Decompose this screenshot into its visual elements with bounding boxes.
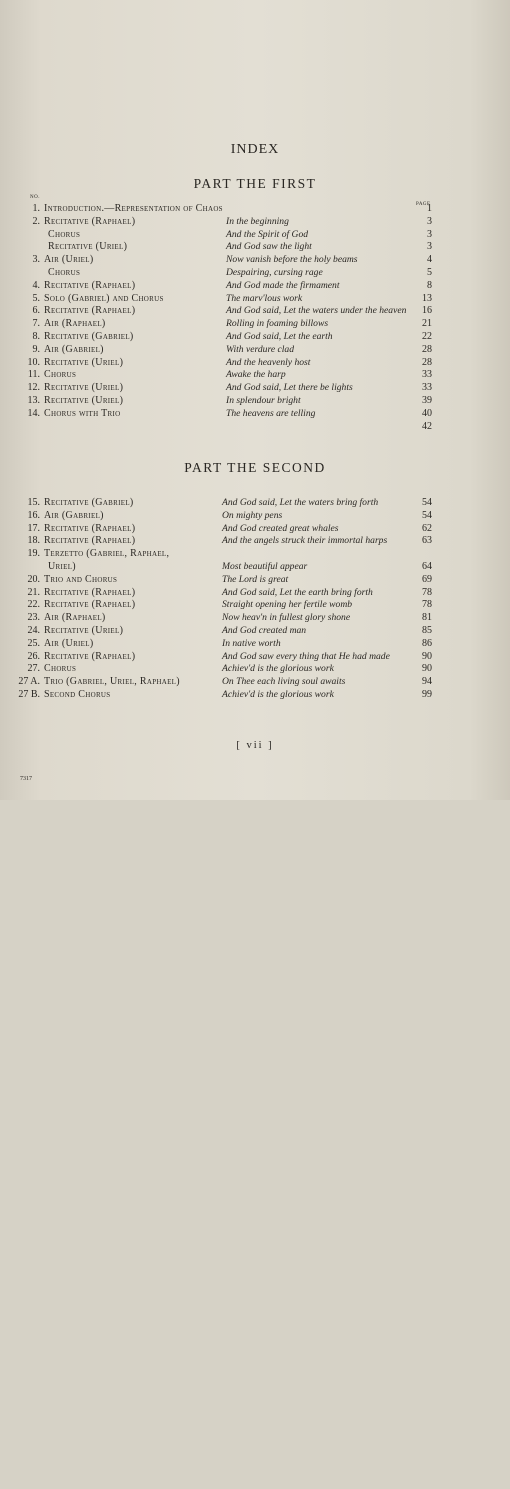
entry-first-line: And God saw the light [226, 241, 312, 253]
entry-number: 24. [27, 624, 40, 636]
entry-label: Uriel) [48, 560, 76, 572]
entry-number: 7. [32, 318, 40, 330]
entry-label: Recitative (Gabriel) [44, 497, 134, 508]
list-item [0, 395, 510, 408]
number-column-header: NO. [30, 195, 40, 200]
entry-number: 11. [27, 369, 40, 381]
entry-label: Recitative (Raphael) [44, 522, 136, 534]
entry-first-line: Despairing, cursing rage [226, 266, 323, 278]
print-code: 7317 [20, 776, 32, 782]
entry-number: 1. [32, 203, 40, 214]
list-item [0, 561, 510, 574]
part-one-list [0, 203, 510, 433]
entry-number: 12. [27, 382, 40, 394]
entry-page: 33 [422, 369, 432, 381]
entry-page: 54 [422, 509, 432, 521]
entry-label: Recitative (Uriel) [48, 241, 128, 253]
entry-page: 13 [422, 292, 432, 304]
entry-page: 54 [422, 497, 432, 508]
entry-page: 90 [422, 650, 432, 662]
entry-label: Recitative (Raphael) [44, 650, 136, 662]
entry-label: Introduction.—Representation of Chaos [44, 203, 223, 214]
entry-first-line: Awake the harp [226, 369, 286, 381]
entry-label: Air (Uriel) [44, 254, 94, 266]
entry-label: Recitative (Raphael) [44, 535, 136, 547]
entry-first-line: Rolling in foaming billows [226, 318, 329, 330]
entry-number: 3. [32, 254, 40, 266]
list-item [0, 254, 510, 267]
entry-page: 1 [427, 203, 432, 214]
list-item [0, 497, 510, 510]
entry-number: 10. [27, 356, 40, 368]
entry-label: Recitative (Raphael) [44, 215, 136, 227]
entry-first-line: And God said, Let the earth bring forth [222, 586, 373, 598]
entry-number: 25. [27, 637, 40, 649]
entry-page: 22 [422, 330, 432, 342]
list-item [0, 331, 510, 344]
list-item [0, 229, 510, 242]
entry-label: Recitative (Uriel) [44, 394, 124, 406]
part-two-heading: PART THE SECOND [184, 460, 326, 475]
page-title: INDEX [230, 142, 280, 157]
entry-page: 4 [427, 254, 432, 266]
entry-label: Chorus [44, 369, 77, 381]
entry-number: 5. [32, 292, 40, 304]
entry-first-line: On Thee each living soul awaits [222, 676, 346, 688]
entry-page: 33 [422, 382, 432, 394]
list-item [0, 689, 510, 702]
entry-first-line: On mighty pens [222, 509, 283, 521]
entry-label: Chorus [44, 663, 77, 675]
entry-first-line: And God said, Let there be lights [226, 382, 353, 394]
entry-page: 78 [422, 586, 432, 598]
entry-page: 21 [422, 318, 432, 330]
entry-first-line: Now heav'n in fullest glory shone [222, 612, 351, 624]
entry-label: Recitative (Uriel) [44, 624, 124, 636]
entry-first-line: And God said, Let the earth [226, 330, 333, 342]
entry-first-line: The marv'lous work [226, 292, 303, 304]
list-item [0, 357, 510, 370]
entry-first-line: And God saw every thing that He had made [222, 650, 390, 662]
entry-page: 69 [422, 573, 432, 585]
list-item [0, 382, 510, 395]
entry-label: Chorus with Trio [44, 407, 121, 419]
entry-first-line: Straight opening her fertile womb [222, 599, 353, 611]
entry-label: Recitative (Raphael) [44, 305, 136, 317]
list-item [0, 510, 510, 523]
entry-first-line: And the Spirit of God [226, 228, 309, 240]
entry-page: 28 [422, 356, 432, 368]
list-item [0, 280, 510, 293]
entry-first-line: And God created great whales [222, 522, 339, 534]
list-item [0, 318, 510, 331]
entry-number: 17. [27, 522, 40, 534]
list-item [0, 523, 510, 536]
entry-page: 85 [422, 624, 432, 636]
entry-page: 62 [422, 522, 432, 534]
entry-number: 6. [32, 305, 40, 317]
list-item [0, 369, 510, 382]
entry-label: Chorus [48, 266, 81, 278]
entry-number: 4. [32, 279, 40, 291]
entry-first-line: Achiev'd is the glorious work [222, 688, 334, 700]
entry-number: 20. [27, 573, 40, 585]
list-item [0, 305, 510, 318]
entry-first-line: And God made the firmament [226, 279, 340, 291]
entry-first-line: In native worth [222, 637, 281, 649]
entry-page: 5 [427, 266, 432, 278]
list-item [0, 587, 510, 600]
entry-number: 18. [27, 535, 40, 547]
entry-page: 86 [422, 637, 432, 649]
entry-number: 27 A. [18, 676, 40, 688]
list-item [0, 535, 510, 548]
entry-first-line: And God created man [222, 624, 307, 636]
entry-first-line: The Lord is great [222, 573, 289, 585]
entry-page: 81 [422, 612, 432, 624]
entry-page: 99 [422, 688, 432, 700]
entry-label: Recitative (Raphael) [44, 279, 136, 291]
entry-first-line: And God said, Let the waters under the heaven [226, 305, 407, 317]
entry-number: 14. [27, 407, 40, 419]
entry-label: Terzetto (Gabriel, Raphael, [44, 548, 170, 560]
entry-page: 94 [422, 676, 432, 688]
part-two-list [0, 497, 510, 702]
entry-first-line: With verdure clad [226, 343, 295, 355]
entry-first-line: Now vanish before the holy beams [226, 254, 358, 266]
entry-number: 27. [27, 663, 40, 675]
list-item [0, 203, 510, 216]
entry-first-line: In the beginning [226, 215, 289, 227]
list-item [0, 408, 510, 421]
entry-first-line: Most beautiful appear [222, 560, 308, 572]
entry-first-line: The heavens are telling [226, 407, 316, 419]
page-number: [ vii ] [236, 740, 274, 751]
entry-page: 28 [422, 343, 432, 355]
list-item [0, 625, 510, 638]
entry-page: 42 [422, 420, 432, 432]
list-item [0, 344, 510, 357]
list-item [0, 676, 510, 689]
entry-label: Air (Gabriel) [44, 509, 104, 521]
entry-label: Trio and Chorus [44, 573, 118, 585]
entry-label: Second Chorus [44, 688, 111, 700]
list-item [0, 651, 510, 664]
entry-page: 3 [427, 215, 432, 227]
entry-page: 8 [427, 279, 432, 291]
list-item [0, 663, 510, 676]
list-item [0, 638, 510, 651]
entry-label: Solo (Gabriel) and Chorus [44, 292, 164, 304]
entry-number: 22. [27, 599, 40, 611]
entry-page: 40 [422, 407, 432, 419]
entry-page: 39 [422, 394, 432, 406]
entry-first-line: Achiev'd is the glorious work [222, 663, 334, 675]
entry-number: 15. [27, 497, 40, 508]
entry-label: Air (Raphael) [44, 612, 106, 624]
list-item [0, 548, 510, 561]
list-item [0, 267, 510, 280]
entry-first-line: And the angels struck their immortal harps [222, 535, 388, 547]
entry-number: 26. [27, 650, 40, 662]
entry-number: 27 B. [18, 688, 40, 700]
entry-number: 16. [27, 509, 40, 521]
entry-label: Recitative (Gabriel) [44, 330, 134, 342]
entry-page: 90 [422, 663, 432, 675]
entry-number: 23. [27, 612, 40, 624]
entry-page: 3 [427, 241, 432, 253]
entry-page: 64 [422, 560, 432, 572]
entry-number: 21. [27, 586, 40, 598]
entry-label: Recitative (Raphael) [44, 599, 136, 611]
entry-label: Air (Raphael) [44, 318, 106, 330]
entry-page: 16 [422, 305, 432, 317]
list-item [0, 216, 510, 229]
entry-number: 8. [32, 330, 40, 342]
entry-number: 13. [27, 394, 40, 406]
entry-label: Recitative (Raphael) [44, 586, 136, 598]
list-item [0, 599, 510, 612]
entry-number: 2. [32, 215, 40, 227]
entry-label: Air (Uriel) [44, 637, 94, 649]
entry-page: 3 [427, 228, 432, 240]
entry-first-line: In splendour bright [226, 394, 301, 406]
list-item [0, 612, 510, 625]
entry-label: Trio (Gabriel, Uriel, Raphael) [44, 676, 180, 688]
entry-number: 9. [32, 343, 40, 355]
entry-label: Air (Gabriel) [44, 343, 104, 355]
list-item [0, 241, 510, 254]
entry-page: 78 [422, 599, 432, 611]
entry-label: Recitative (Uriel) [44, 356, 124, 368]
entry-label: Chorus [48, 228, 81, 240]
list-item [0, 293, 510, 306]
entry-first-line: And God said, Let the waters bring forth [222, 497, 379, 508]
list-item [0, 574, 510, 587]
entry-first-line: And the heavenly host [226, 356, 311, 368]
entry-label: Recitative (Uriel) [44, 382, 124, 394]
entry-page: 63 [422, 535, 432, 547]
list-item [0, 421, 510, 434]
page-column-header: PAGE [416, 202, 431, 207]
part-one-heading: PART THE FIRST [193, 176, 317, 191]
entry-number: 19. [27, 548, 40, 560]
